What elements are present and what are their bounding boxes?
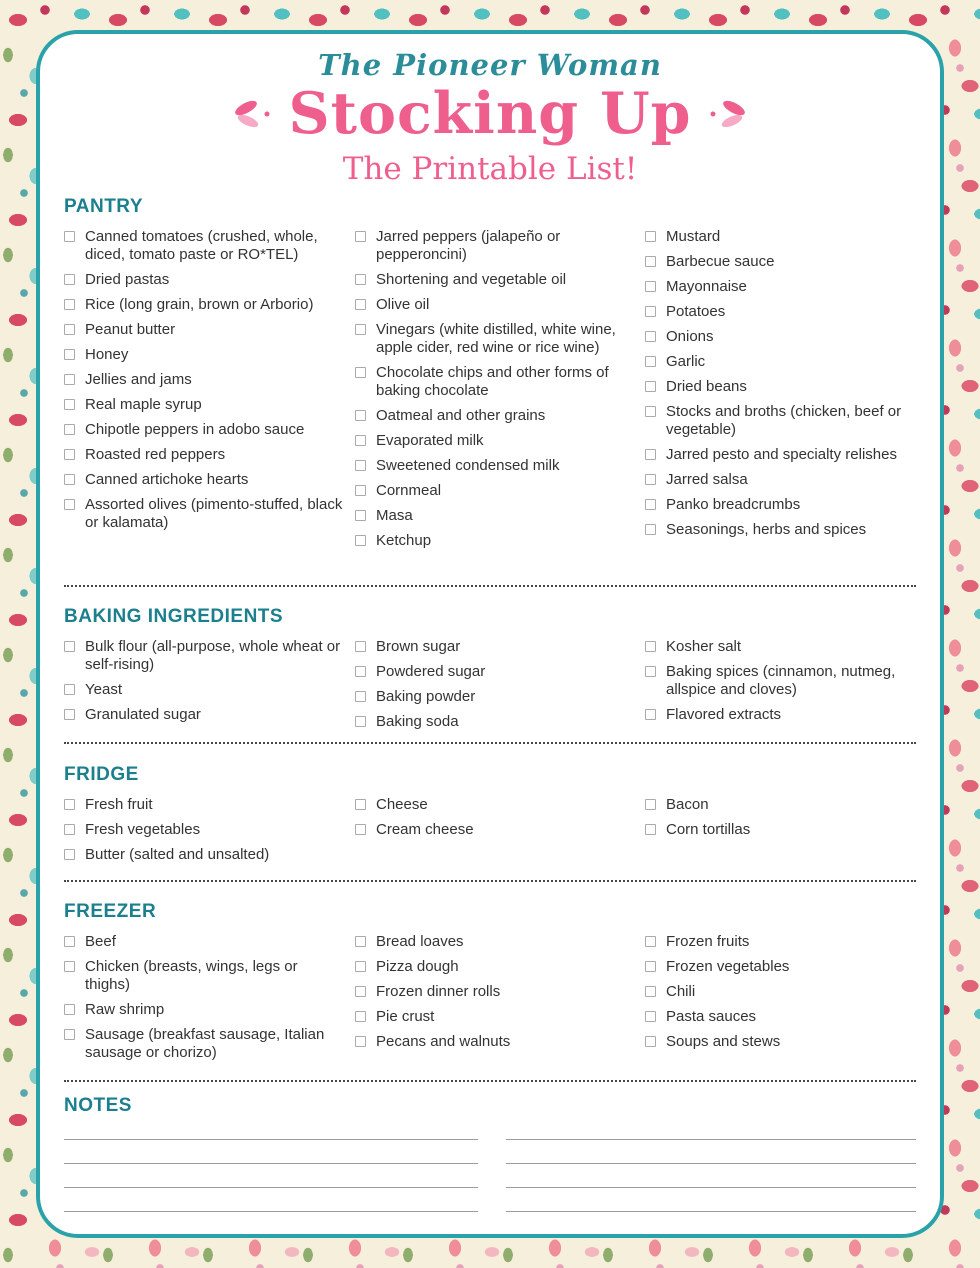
item-label: Shortening and vegetable oil <box>376 271 567 288</box>
item-label: Baking powder <box>376 688 476 705</box>
checklist-item <box>645 303 920 321</box>
item-label: Onions <box>666 328 714 345</box>
item-label: Vinegars (white distilled, white wine, apple cider, red wine or rice wine) <box>376 321 616 356</box>
item-label: Corn tortillas <box>666 821 751 838</box>
checkbox[interactable] <box>64 1004 75 1015</box>
item-label: Mayonnaise <box>666 278 747 295</box>
item-label: Canned artichoke hearts <box>85 471 249 488</box>
checkbox[interactable] <box>64 1029 75 1040</box>
checklist-item <box>355 663 637 681</box>
item-label: Fresh vegetables <box>85 821 201 838</box>
checklist-item <box>645 353 920 371</box>
checkbox[interactable] <box>64 374 75 385</box>
notes-lines <box>64 1116 916 1212</box>
note-line <box>64 1116 478 1140</box>
item-label: Jellies and jams <box>85 371 192 388</box>
item-label: Pie crust <box>376 1008 435 1025</box>
checkbox[interactable] <box>355 1011 366 1022</box>
checkbox[interactable] <box>355 274 366 285</box>
checkbox[interactable] <box>355 691 366 702</box>
checklist-item <box>64 706 346 724</box>
checklist-item <box>645 403 920 439</box>
checkbox[interactable] <box>64 709 75 720</box>
notes-column-right <box>506 1116 916 1212</box>
item-label: Pecans and walnuts <box>376 1033 511 1050</box>
note-line <box>506 1116 916 1140</box>
checklist-item <box>355 364 637 400</box>
checklist-item <box>355 321 637 357</box>
section-title: BAKING INGREDIENTS <box>64 606 284 627</box>
item-label: Chocolate chips and other forms of baking chocolate <box>376 364 609 399</box>
note-line <box>64 1188 478 1212</box>
item-label: Mustard <box>666 228 721 245</box>
checkbox[interactable] <box>645 331 656 342</box>
checklist-item <box>645 253 920 271</box>
item-label: Flavored extracts <box>666 706 782 723</box>
checklist-item <box>355 933 637 951</box>
dotted-divider <box>64 585 916 587</box>
checkbox[interactable] <box>645 641 656 652</box>
checkbox[interactable] <box>645 474 656 485</box>
item-label: Ketchup <box>376 532 432 549</box>
checkbox[interactable] <box>355 824 366 835</box>
checklist-column <box>355 796 637 846</box>
checklist-item <box>355 796 637 814</box>
item-label: Powdered sugar <box>376 663 486 680</box>
item-label: Assorted olives (pimento-stuffed, black or kalamata) <box>85 496 343 531</box>
item-label: Roasted red peppers <box>85 446 226 463</box>
checklist-item <box>355 958 637 976</box>
section-title: FRIDGE <box>64 764 139 785</box>
item-label: Honey <box>85 346 129 363</box>
checklist-item <box>64 1001 346 1019</box>
section-fridge <box>64 764 920 863</box>
item-label: Garlic <box>666 353 706 370</box>
checkbox[interactable] <box>645 381 656 392</box>
item-label: Frozen vegetables <box>666 958 790 975</box>
section-title: PANTRY <box>64 196 143 217</box>
checklist-item <box>64 471 346 489</box>
checklist-item <box>64 933 346 951</box>
item-label: Rice (long grain, brown or Arborio) <box>85 296 314 313</box>
checkbox[interactable] <box>355 799 366 810</box>
checklist-item <box>64 371 346 389</box>
checkbox[interactable] <box>355 231 366 242</box>
checklist-item <box>355 482 637 500</box>
checklist-item <box>64 346 346 364</box>
item-label: Dried pastas <box>85 271 170 288</box>
checkbox[interactable] <box>355 986 366 997</box>
section-title: NOTES <box>64 1095 132 1116</box>
checkbox[interactable] <box>355 299 366 310</box>
checkbox[interactable] <box>64 849 75 860</box>
note-line <box>64 1164 478 1188</box>
checklist-item <box>64 821 346 839</box>
section-baking-ingredients <box>64 606 920 730</box>
page-title: Stocking Up <box>288 80 692 147</box>
item-label: Beef <box>85 933 116 950</box>
checkbox[interactable] <box>645 666 656 677</box>
checklist-column <box>64 638 346 731</box>
item-label: Bulk flour (all-purpose, whole wheat or self-rising) <box>85 638 341 673</box>
checkbox[interactable] <box>355 460 366 471</box>
checklist-item <box>355 457 637 475</box>
checklist-item <box>64 271 346 289</box>
checklist-item <box>645 471 920 489</box>
notes-column-left <box>64 1116 478 1212</box>
item-label: Bread loaves <box>376 933 464 950</box>
item-label: Chipotle peppers in adobo sauce <box>85 421 305 438</box>
item-label: Jarred peppers (jalapeño or pepperoncini) <box>376 228 561 263</box>
checklist-item <box>645 496 920 514</box>
checklist-item <box>64 421 346 439</box>
checkbox[interactable] <box>645 281 656 292</box>
checklist-item <box>64 1026 346 1062</box>
checkbox[interactable] <box>64 961 75 972</box>
item-label: Evaporated milk <box>376 432 484 449</box>
item-label: Baking soda <box>376 713 459 730</box>
section-freezer <box>64 901 920 1061</box>
checklist-item <box>645 378 920 396</box>
checklist-column <box>64 228 346 539</box>
item-label: Fresh fruit <box>85 796 153 813</box>
checklist-item <box>64 296 346 314</box>
checkbox[interactable] <box>64 449 75 460</box>
checkbox[interactable] <box>64 474 75 485</box>
checkbox[interactable] <box>645 449 656 460</box>
checkbox[interactable] <box>645 961 656 972</box>
checkbox[interactable] <box>645 1036 656 1047</box>
checklist-item <box>645 663 920 699</box>
checklist-column <box>355 228 637 557</box>
dotted-divider <box>64 880 916 882</box>
checklist-item <box>355 532 637 550</box>
checkbox[interactable] <box>645 356 656 367</box>
checkbox[interactable] <box>355 367 366 378</box>
checklist-column <box>645 796 920 846</box>
checklist-item <box>64 321 346 339</box>
checklist-item <box>645 446 920 464</box>
item-label: Soups and stews <box>666 1033 781 1050</box>
item-label: Pizza dough <box>376 958 459 975</box>
item-label: Sweetened condensed milk <box>376 457 560 474</box>
flourish-right-icon <box>708 99 748 129</box>
checkbox[interactable] <box>355 485 366 496</box>
checklist-item <box>355 821 637 839</box>
item-label: Yeast <box>85 681 122 698</box>
checklist-item <box>64 228 346 264</box>
checkbox[interactable] <box>355 324 366 335</box>
checkbox[interactable] <box>64 684 75 695</box>
checkbox[interactable] <box>355 716 366 727</box>
page-subtitle: The Printable List! <box>342 151 638 187</box>
item-label: Jarred pesto and specialty relishes <box>666 446 897 463</box>
checklist-item <box>64 638 346 674</box>
section-pantry <box>64 196 920 549</box>
checkbox[interactable] <box>355 961 366 972</box>
checklist-column <box>645 638 920 731</box>
checkbox[interactable] <box>64 424 75 435</box>
checkbox[interactable] <box>645 524 656 535</box>
checklist-column <box>355 933 637 1058</box>
checklist-item <box>64 496 346 532</box>
item-label: Cornmeal <box>376 482 442 499</box>
dotted-divider <box>64 742 916 744</box>
checkbox[interactable] <box>64 324 75 335</box>
checkbox[interactable] <box>64 936 75 947</box>
checklist-item <box>355 1033 637 1051</box>
checkbox[interactable] <box>355 666 366 677</box>
checklist-item <box>645 958 920 976</box>
item-label: Granulated sugar <box>85 706 201 723</box>
checkbox[interactable] <box>64 349 75 360</box>
checkbox[interactable] <box>64 274 75 285</box>
checklist-item <box>64 796 346 814</box>
item-label: Frozen dinner rolls <box>376 983 501 1000</box>
pioneer-woman-logo: The Pioneer Woman <box>318 48 662 82</box>
checkbox[interactable] <box>64 641 75 652</box>
item-label: Stocks and broths (chicken, beef or vegetable) <box>666 403 902 438</box>
checkbox[interactable] <box>645 1011 656 1022</box>
note-line <box>506 1164 916 1188</box>
item-label: Chili <box>666 983 696 1000</box>
checklist-item <box>355 713 637 731</box>
checkbox[interactable] <box>645 256 656 267</box>
checkbox[interactable] <box>355 641 366 652</box>
checkbox[interactable] <box>355 1036 366 1047</box>
checklist-item <box>355 638 637 656</box>
checkbox[interactable] <box>355 510 366 521</box>
item-label: Dried beans <box>666 378 747 395</box>
checklist-item <box>355 407 637 425</box>
checkbox[interactable] <box>645 499 656 510</box>
checklist-column <box>645 933 920 1058</box>
checklist-item <box>645 328 920 346</box>
item-label: Bacon <box>666 796 709 813</box>
checklist-item <box>355 296 637 314</box>
checkbox[interactable] <box>645 824 656 835</box>
checklist-item <box>645 796 920 814</box>
item-label: Olive oil <box>376 296 430 313</box>
checklist-item <box>645 706 920 724</box>
checklist-item <box>64 681 346 699</box>
checkbox[interactable] <box>645 306 656 317</box>
checklist-item <box>645 983 920 1001</box>
checkbox[interactable] <box>355 936 366 947</box>
checklist-item <box>355 432 637 450</box>
checkbox[interactable] <box>645 231 656 242</box>
note-line <box>506 1140 916 1164</box>
checklist-item <box>645 933 920 951</box>
item-label: Seasonings, herbs and spices <box>666 521 867 538</box>
item-label: Raw shrimp <box>85 1001 165 1018</box>
item-label: Masa <box>376 507 413 524</box>
checkbox[interactable] <box>64 824 75 835</box>
item-label: Baking spices (cinnamon, nutmeg, allspice and cloves) <box>666 663 896 698</box>
item-label: Butter (salted and unsalted) <box>85 846 270 863</box>
checklist-column <box>355 638 637 738</box>
checkbox[interactable] <box>64 799 75 810</box>
checklist-item <box>645 228 920 246</box>
checklist-item <box>355 688 637 706</box>
item-label: Oatmeal and other grains <box>376 407 546 424</box>
checkbox[interactable] <box>64 399 75 410</box>
item-label: Real maple syrup <box>85 396 202 413</box>
checkbox[interactable] <box>645 799 656 810</box>
checklist-item <box>645 821 920 839</box>
item-label: Potatoes <box>666 303 726 320</box>
checkbox[interactable] <box>645 936 656 947</box>
checkbox[interactable] <box>64 299 75 310</box>
checklist-item <box>355 1008 637 1026</box>
checklist-item <box>64 446 346 464</box>
item-label: Kosher salt <box>666 638 742 655</box>
checkbox[interactable] <box>355 435 366 446</box>
checklist-item <box>645 1033 920 1051</box>
note-line <box>64 1140 478 1164</box>
checklist-item <box>645 278 920 296</box>
checklist-column <box>64 796 346 871</box>
checklist-item <box>645 638 920 656</box>
checklist-item <box>355 983 637 1001</box>
item-label: Barbecue sauce <box>666 253 775 270</box>
checkbox[interactable] <box>645 986 656 997</box>
checkbox[interactable] <box>64 499 75 510</box>
checklist-item <box>64 396 346 414</box>
item-label: Pasta sauces <box>666 1008 757 1025</box>
checklist-item <box>645 1008 920 1026</box>
item-label: Peanut butter <box>85 321 176 338</box>
item-label: Sausage (breakfast sausage, Italian sausage or chorizo) <box>85 1026 325 1061</box>
checkbox[interactable] <box>355 535 366 546</box>
item-label: Cream cheese <box>376 821 474 838</box>
checklist-item <box>64 958 346 994</box>
flourish-left-icon <box>232 99 272 129</box>
item-label: Panko breadcrumbs <box>666 496 801 513</box>
checkbox[interactable] <box>64 231 75 242</box>
item-label: Cheese <box>376 796 428 813</box>
section-title: FREEZER <box>64 901 157 922</box>
checklist-item <box>645 521 920 539</box>
checklist-item <box>355 507 637 525</box>
checklist-column <box>645 228 920 546</box>
checklist-column <box>64 933 346 1069</box>
item-label: Brown sugar <box>376 638 461 655</box>
dotted-divider <box>64 1080 916 1082</box>
checkbox[interactable] <box>645 406 656 417</box>
checkbox[interactable] <box>645 709 656 720</box>
item-label: Jarred salsa <box>666 471 748 488</box>
item-label: Canned tomatoes (crushed, whole, diced, tomato paste or RO*TEL) <box>85 228 318 263</box>
item-label: Frozen fruits <box>666 933 750 950</box>
title-row <box>36 80 944 147</box>
item-label: Chicken (breasts, wings, legs or thighs) <box>85 958 298 993</box>
checklist-item <box>355 271 637 289</box>
note-line <box>506 1188 916 1212</box>
checklist-item <box>355 228 637 264</box>
checkbox[interactable] <box>355 410 366 421</box>
checklist-item <box>64 846 346 864</box>
